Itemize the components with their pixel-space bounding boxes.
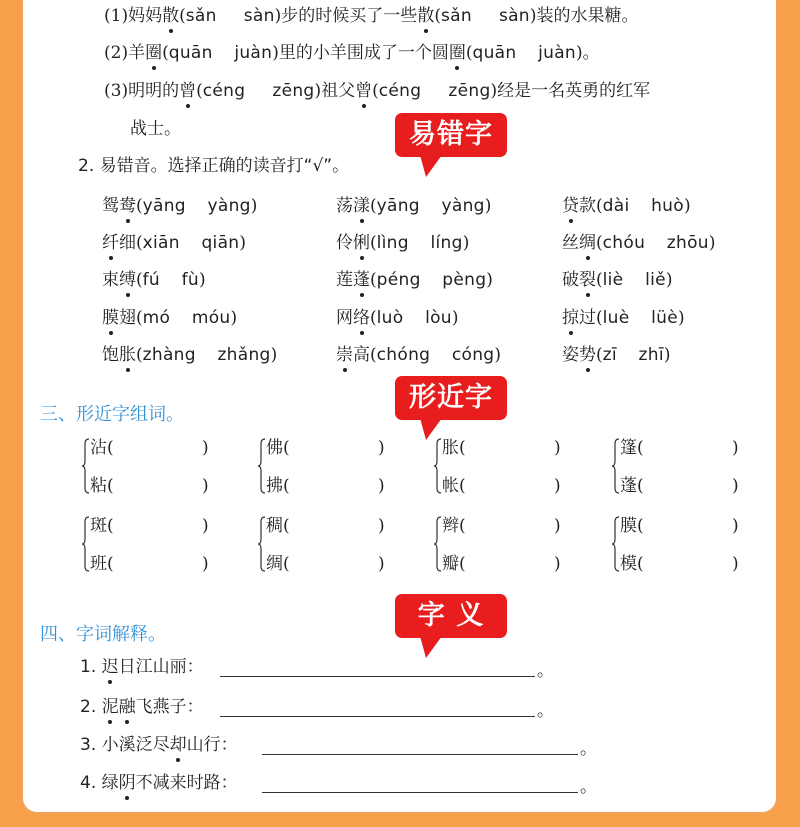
pinyin-item (336, 232, 469, 254)
period: 。 (580, 777, 597, 797)
close-paren: ) (378, 476, 385, 496)
pinyin-option[interactable]: zhàng (142, 345, 196, 365)
pinyin-option[interactable]: yàng (441, 196, 485, 216)
word-char: 膜 (102, 308, 119, 328)
word-char: 荡 (336, 196, 353, 216)
pinyin-item (336, 195, 491, 217)
char-pair (82, 438, 242, 498)
word-char: 高 (353, 345, 370, 365)
pair-word: 沾( (90, 438, 114, 458)
pinyin-option: céng (378, 81, 422, 101)
text: (1)妈妈 (104, 6, 163, 26)
close-paren: ) (202, 516, 209, 536)
pinyin-option[interactable]: zī (602, 345, 617, 365)
pinyin-option[interactable]: yāng (142, 196, 186, 216)
pinyin-option: sǎn (440, 6, 472, 26)
word-char: 漾 (353, 196, 370, 216)
dotted-char: 曾 (355, 81, 373, 101)
paren: ) (270, 345, 278, 365)
paren: ( (370, 196, 377, 216)
tag-yicuozi (395, 113, 507, 157)
definition-item (80, 734, 238, 756)
brace-icon (612, 516, 620, 572)
tag-label: 形近字 (409, 382, 493, 413)
close-paren: ) (378, 438, 385, 458)
pinyin-option: zēng (448, 81, 491, 101)
pinyin-option[interactable]: zhōu (666, 233, 709, 253)
close-paren: ) (378, 516, 385, 536)
word-char: 束 (102, 270, 119, 290)
text: ( (372, 81, 379, 101)
exercise-line-3-continued: 战士。 (130, 119, 181, 139)
text: ( (162, 43, 169, 63)
pair-word: 拂( (266, 476, 290, 496)
text: )经是一名英勇的红军 (490, 81, 651, 101)
question-2 (78, 155, 349, 177)
paren: ( (596, 270, 603, 290)
pair-word: 稠( (266, 516, 290, 536)
text: )步的时候买了一些 (274, 6, 418, 26)
word-char: 过 (579, 308, 596, 328)
text: (2)羊 (104, 43, 146, 63)
paren: ( (596, 196, 603, 216)
word-char: 掠 (562, 308, 579, 328)
paren: ( (136, 196, 143, 216)
answer-line[interactable] (220, 676, 535, 677)
section-3-title: 三、形近字组词。 (40, 404, 184, 425)
pinyin-option[interactable]: péng (376, 270, 421, 290)
pinyin-option[interactable]: lüè (651, 308, 678, 328)
pinyin-item (562, 195, 691, 217)
dotted-char: 却 (169, 735, 187, 755)
period: 。 (537, 701, 554, 721)
tag-pointer (420, 418, 442, 440)
pinyin-item (562, 232, 715, 254)
paren: ) (198, 270, 206, 290)
text: 不减来时路： (135, 773, 238, 793)
close-paren: ) (202, 554, 209, 574)
pair-word: 斑( (90, 516, 114, 536)
text: 飞燕子： (135, 697, 204, 717)
pinyin-option[interactable]: pèng (442, 270, 487, 290)
word-char: 络 (353, 308, 370, 328)
close-paren: ) (732, 516, 739, 536)
pinyin-option[interactable]: luè (602, 308, 630, 328)
pinyin-item (102, 344, 277, 366)
exercise-line-1 (104, 5, 639, 27)
word-char: 纤 (102, 233, 119, 253)
word-char: 贷 (562, 196, 579, 216)
pinyin-item (102, 269, 206, 291)
paren: ) (462, 233, 470, 253)
paren: ( (596, 345, 603, 365)
pinyin-option: juàn (538, 43, 576, 63)
word-char: 崇 (336, 345, 353, 365)
dotted-char: 融 (118, 697, 136, 717)
close-paren: ) (554, 438, 561, 458)
paren: ) (663, 345, 671, 365)
dotted-char: 散 (162, 6, 180, 26)
pinyin-option[interactable]: fù (181, 270, 199, 290)
pair-word: 粘( (90, 476, 114, 496)
tag-xingjinzi (395, 376, 507, 420)
dotted-char: 圈 (448, 43, 466, 63)
period: 。 (537, 661, 554, 681)
pinyin-option[interactable]: chóu (602, 233, 646, 253)
paren: ) (250, 196, 258, 216)
pair-word: 绸( (266, 554, 290, 574)
dotted-char: 泥 (101, 697, 119, 717)
paren: ) (494, 345, 502, 365)
paren: ( (370, 270, 377, 290)
word-char: 翅 (119, 308, 136, 328)
word-char: 蓬 (353, 270, 370, 290)
text: ( (196, 81, 203, 101)
paren: ( (136, 233, 143, 253)
exercise-line-2 (104, 42, 600, 64)
pinyin-item (102, 307, 237, 329)
pinyin-option[interactable]: yàng (207, 196, 251, 216)
char-pair (82, 516, 242, 576)
paren: ) (683, 196, 691, 216)
word-char: 破 (562, 270, 579, 290)
paren: ( (596, 308, 603, 328)
word-char: 姿 (562, 345, 579, 365)
pair-word: 模( (620, 554, 644, 574)
pinyin-option[interactable]: qiān (201, 233, 240, 253)
paren: ) (484, 196, 492, 216)
pair-word: 佛( (266, 438, 290, 458)
brace-icon (434, 516, 442, 572)
paren: ) (486, 270, 493, 290)
paren: ( (136, 308, 143, 328)
pair-word: 班( (90, 554, 114, 574)
text: ( (434, 6, 441, 26)
word-char: 伶 (336, 233, 353, 253)
word-char: 鸯 (119, 196, 136, 216)
paren: ( (136, 270, 143, 290)
word-char: 网 (336, 308, 353, 328)
text: )祖父 (314, 81, 356, 101)
text: 小溪泛尽 (101, 735, 170, 755)
text: 绿 (101, 773, 119, 793)
dotted-char: 圈 (145, 43, 163, 63)
close-paren: ) (202, 438, 209, 458)
paren: ( (370, 345, 377, 365)
close-paren: ) (378, 554, 385, 574)
word-char: 莲 (336, 270, 353, 290)
word-char: 丝 (562, 233, 579, 253)
close-paren: ) (732, 554, 739, 574)
char-pair (434, 438, 594, 498)
char-pair (258, 516, 418, 576)
text: )。 (575, 43, 600, 63)
pinyin-item (102, 232, 246, 254)
word-char: 鸳 (102, 196, 119, 216)
paren: ( (596, 233, 603, 253)
pinyin-option[interactable]: chóng (376, 345, 431, 365)
pinyin-item (562, 344, 670, 366)
pinyin-option: quān (168, 43, 213, 63)
word-char: 势 (579, 345, 596, 365)
brace-icon (434, 438, 442, 494)
section-4-title: 四、字词解释。 (40, 624, 166, 645)
pinyin-option[interactable]: zhǎng (217, 345, 271, 365)
pair-word: 蓬( (620, 476, 644, 496)
close-paren: ) (554, 554, 561, 574)
question-number: 2. (78, 156, 95, 176)
pinyin-item (336, 307, 459, 329)
pair-word: 瓣( (442, 554, 466, 574)
pair-word: 篷( (620, 438, 644, 458)
paren: ( (370, 308, 377, 328)
paren: ) (239, 233, 246, 253)
close-paren: ) (554, 476, 561, 496)
word-char: 胀 (119, 345, 136, 365)
pinyin-option: zēng (272, 81, 315, 101)
pinyin-option: juàn (234, 43, 273, 63)
char-pair (612, 516, 772, 576)
text: ( (465, 43, 473, 63)
pinyin-option[interactable]: liě (645, 270, 666, 290)
pinyin-option[interactable]: fú (142, 270, 160, 290)
pinyin-option[interactable]: liè (602, 270, 624, 290)
pinyin-option[interactable]: zhī (638, 345, 664, 365)
text: (3)明明的 (104, 81, 180, 101)
pinyin-option[interactable]: dài (602, 196, 630, 216)
brace-icon (82, 438, 90, 494)
paren: ) (451, 308, 459, 328)
pinyin-option[interactable]: mó (142, 308, 171, 328)
pinyin-option[interactable]: cóng (451, 345, 495, 365)
close-paren: ) (202, 476, 209, 496)
text: )里的小羊围成了一个圆 (272, 43, 449, 63)
close-paren: ) (732, 438, 739, 458)
item-number: 4. (80, 773, 97, 793)
pinyin-option[interactable]: móu (191, 308, 231, 328)
char-pair (258, 438, 418, 498)
pinyin-option[interactable]: yāng (376, 196, 420, 216)
definition-item (80, 656, 204, 678)
paren: ) (677, 308, 685, 328)
paren: ) (665, 270, 673, 290)
pinyin-option[interactable]: lìng (376, 233, 409, 253)
period: 。 (580, 739, 597, 759)
pinyin-item (336, 269, 493, 291)
pair-word: 帐( (442, 476, 466, 496)
dotted-char: 迟 (101, 657, 119, 677)
paren: ) (230, 308, 238, 328)
brace-icon (612, 438, 620, 494)
answer-line[interactable] (262, 792, 578, 793)
pinyin-item (562, 269, 673, 291)
word-char: 绸 (579, 233, 596, 253)
pinyin-option[interactable]: líng (430, 233, 463, 253)
dotted-char: 曾 (179, 81, 197, 101)
text: 山行： (186, 735, 238, 755)
item-number: 3. (80, 735, 97, 755)
paren: ( (136, 345, 143, 365)
text: ( (179, 6, 186, 26)
word-char: 缚 (119, 270, 136, 290)
item-number: 1. (80, 657, 97, 677)
word-char: 裂 (579, 270, 596, 290)
pinyin-option: quān (472, 43, 517, 63)
pair-word: 胀( (442, 438, 466, 458)
answer-line[interactable] (262, 754, 578, 755)
brace-icon (82, 516, 90, 572)
pinyin-item (562, 307, 685, 329)
dotted-char: 阴 (118, 773, 136, 793)
close-paren: ) (732, 476, 739, 496)
pinyin-option: sàn (498, 6, 530, 26)
word-char: 俐 (353, 233, 370, 253)
answer-line[interactable] (220, 716, 535, 717)
text: )装的水果糖。 (529, 6, 639, 26)
tag-ziyi (395, 594, 507, 638)
word-char: 款 (579, 196, 596, 216)
pinyin-option: sǎn (185, 6, 217, 26)
text: 日江山丽： (118, 657, 204, 677)
tag-pointer (420, 636, 442, 658)
paren: ( (370, 233, 377, 253)
char-pair (612, 438, 772, 498)
pair-word: 辫( (442, 516, 466, 536)
dotted-char: 散 (417, 6, 435, 26)
word-char: 细 (119, 233, 136, 253)
close-paren: ) (554, 516, 561, 536)
pinyin-item (102, 195, 257, 217)
pinyin-option[interactable]: lòu (425, 308, 452, 328)
question-text: 易错音。选择正确的读音打“√”。 (99, 156, 350, 176)
pinyin-item (336, 344, 501, 366)
pinyin-option: sàn (243, 6, 275, 26)
pair-word: 膜( (620, 516, 644, 536)
brace-icon (258, 438, 266, 494)
word-char: 饱 (102, 345, 119, 365)
tag-pointer (420, 155, 442, 177)
pinyin-option[interactable]: huò (651, 196, 684, 216)
exercise-line-3 (104, 80, 650, 102)
tag-label: 易错字 (409, 119, 493, 150)
pinyin-option[interactable]: luò (376, 308, 404, 328)
pinyin-option: céng (202, 81, 246, 101)
paren: ) (708, 233, 716, 253)
brace-icon (258, 516, 266, 572)
item-number: 2. (80, 697, 97, 717)
char-pair (434, 516, 594, 576)
definition-item (80, 696, 204, 718)
tag-label: 字 义 (417, 600, 485, 631)
definition-item (80, 772, 238, 794)
pinyin-option[interactable]: xiān (142, 233, 180, 253)
